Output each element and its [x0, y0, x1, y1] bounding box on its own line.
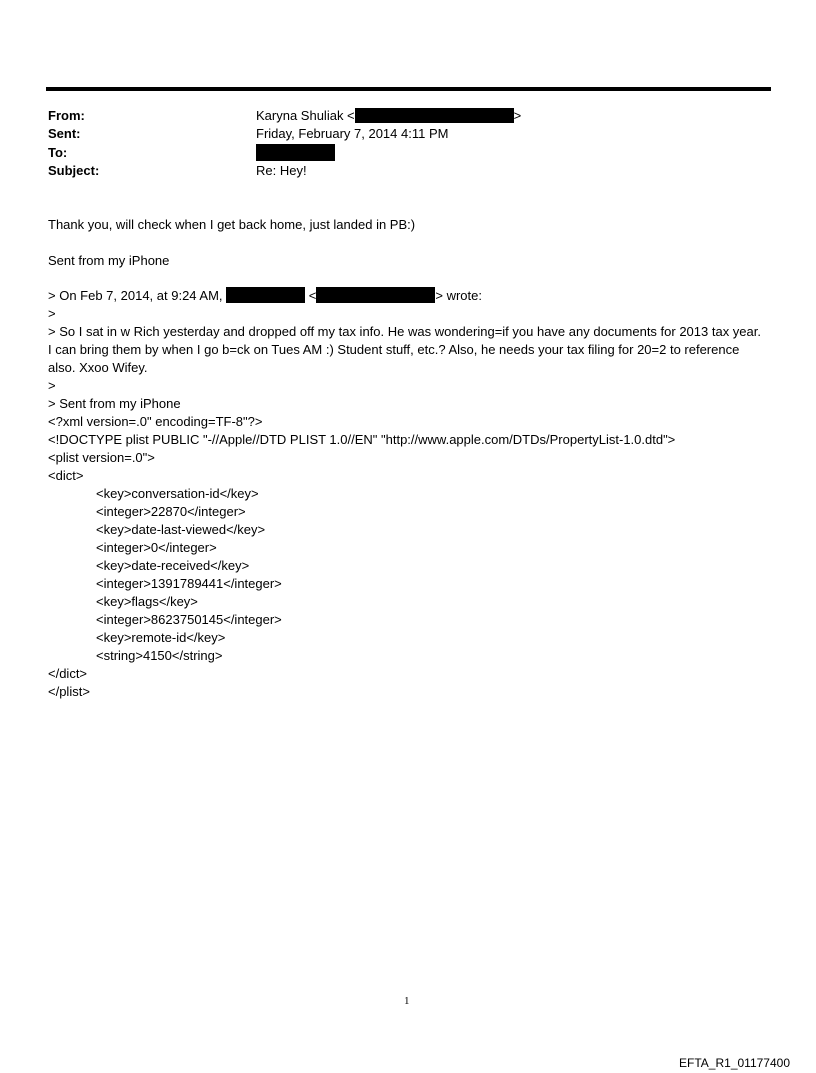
quote-lt: <: [308, 288, 317, 303]
quote-blank-line: >: [48, 378, 56, 393]
quote-paragraph: > So I sat in w Rich yesterday and dropped off my tax info. He was wondering=if you have any documents for 2013 tax year. I can bring them by when I go b=ck on Tues AM :) Student stuff, etc.? Also, he needs your tax filing for 20=2 to reference also. Xxoo Wifey.: [48, 324, 761, 375]
quote-signature: > Sent from my iPhone: [48, 396, 181, 411]
dict-item: <key>remote-id</key>: [96, 630, 226, 645]
dict-close-tag: </dict>: [48, 666, 88, 681]
from-close-bracket: >: [513, 108, 522, 123]
redacted-email-block: [355, 108, 514, 123]
dict-item: <integer>8623750145</integer>: [96, 612, 282, 627]
subject-label: Subject:: [48, 163, 100, 178]
dict-item: <integer>1391789441</integer>: [96, 576, 282, 591]
document-id: EFTA_R1_01177400: [679, 1056, 790, 1070]
quote-blank-line: >: [48, 306, 56, 321]
page-number: 1: [404, 995, 410, 1007]
redacted-recipient-block: [256, 144, 335, 161]
plist-open-tag: <plist version=.0">: [48, 450, 155, 465]
from-label: From:: [48, 108, 85, 123]
subject-value: Re: Hey!: [256, 163, 307, 178]
plist-close-tag: </plist>: [48, 684, 90, 699]
quote-header-line: [48, 287, 482, 305]
header-divider: [46, 87, 771, 91]
dict-item: <key>conversation-id</key>: [96, 486, 259, 501]
doctype-line: <!DOCTYPE plist PUBLIC "-//Apple//DTD PLIST 1.0//EN" "http://www.apple.com/DTDs/PropertyList-1.0.dtd">: [48, 432, 676, 447]
to-label: To:: [48, 145, 68, 160]
from-value: [256, 107, 521, 125]
redacted-sender-email-block: [316, 287, 435, 303]
dict-item: <key>date-last-viewed</key>: [96, 522, 266, 537]
dict-item: <key>flags</key>: [96, 594, 198, 609]
xml-declaration: <?xml version=.0" encoding=TF-8"?>: [48, 414, 263, 429]
sent-value: Friday, February 7, 2014 4:11 PM: [256, 126, 449, 141]
body-line-reply: Thank you, will check when I get back home, just landed in PB:): [48, 217, 416, 232]
from-name: Karyna Shuliak <: [256, 108, 355, 123]
quote-prefix: > On Feb 7, 2014, at 9:24 AM,: [48, 288, 223, 303]
dict-item: <integer>0</integer>: [96, 540, 217, 555]
to-value: [256, 144, 335, 163]
body-line-signature: Sent from my iPhone: [48, 253, 170, 268]
dict-item: <integer>22870</integer>: [96, 504, 246, 519]
redacted-sender-name-block: [226, 287, 305, 303]
dict-item: <key>date-received</key>: [96, 558, 250, 573]
dict-open-tag: <dict>: [48, 468, 84, 483]
dict-item: <string>4150</string>: [96, 648, 223, 663]
sent-label: Sent:: [48, 126, 81, 141]
quote-wrote: > wrote:: [435, 288, 482, 303]
